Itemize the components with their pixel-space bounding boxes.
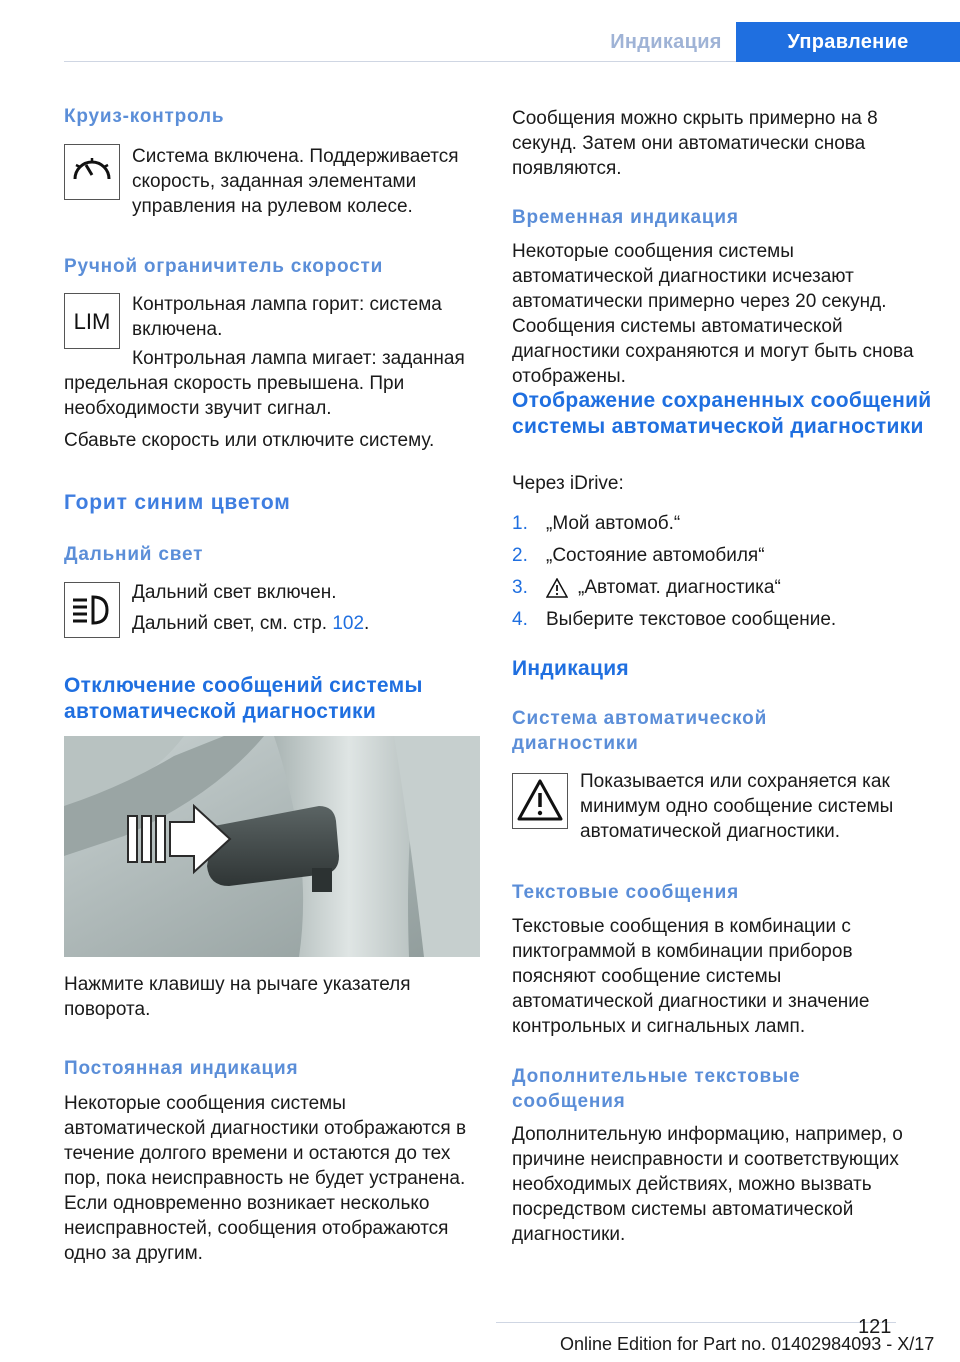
edition-note: Online Edition for Part no. 01402984093 - X/17: [560, 1334, 935, 1354]
extra-title: Дополнительные текстовые сообщения: [512, 1066, 801, 1112]
step-3-num: 3.: [512, 577, 528, 598]
step-2-num: 2.: [512, 545, 528, 566]
footer-rule: [496, 1322, 896, 1323]
speedometer-icon: [64, 144, 120, 200]
auto-diag-title: Система автоматической диагностики: [512, 708, 768, 754]
tab-controls[interactable]: Управление: [736, 22, 960, 62]
step-1-text[interactable]: „Мой автомоб.“: [546, 513, 681, 534]
textmsg-title: Текстовые сообщения: [512, 882, 740, 903]
page-number: 121: [858, 1316, 892, 1338]
step-3-text[interactable]: „Автомат. диагностика“: [578, 577, 781, 598]
highbeam-title: Дальний свет: [64, 544, 204, 565]
page-link-102[interactable]: 102: [332, 613, 365, 634]
lim-icon-text: LIM: [73, 309, 111, 334]
limiter-title: Ручной ограничитель скорости: [64, 256, 384, 277]
permanent-text: Некоторые сообщения системы автоматической диагностики отображаются в течение долгого времени и остаются до тех пор, пока неисправность не будет устранена. Если одновременно возникает несколько неисправностей, сообщения отображаются одно за другим.: [64, 1093, 467, 1264]
saved-title: Отображение сохраненных сообщений системы автоматической диагностики: [512, 389, 932, 438]
highbeam-p1: Дальний свет включен.: [132, 582, 337, 603]
saved-via: Через iDrive:: [512, 473, 624, 494]
hide-intro: Сообщения можно скрыть примерно на 8 секунд. Затем они автоматически снова появляются.: [512, 108, 878, 179]
cruise-title: Круиз-контроль: [64, 106, 225, 127]
indication-title: Индикация: [512, 657, 629, 680]
limiter-p2: Контрольная лампа мигает: заданная предельная скорость превышена. При необходимости звучит сигнал.: [64, 348, 465, 419]
step-1-num: 1.: [512, 513, 528, 534]
temporary-text: Некоторые сообщения системы автоматической диагностики исчезают автоматически примерно через 20 секунд. Сообщения системы автоматической диагностики сохраняются и могут быть снова отображены.: [512, 241, 914, 387]
high-beam-icon: [64, 582, 120, 638]
warning-small-icon: [546, 578, 568, 598]
step-4-num: 4.: [512, 609, 528, 630]
tab-indication[interactable]: Индикация: [610, 30, 722, 53]
highbeam-p2-text: Дальний свет, см. стр.: [132, 613, 328, 634]
permanent-title: Постоянная индикация: [64, 1058, 299, 1079]
warning-triangle-icon: [512, 773, 568, 829]
disable-title: Отключение сообщений системы автоматической диагностики: [64, 674, 423, 723]
cruise-text: Система включена. Поддерживается скорость, заданная элементами управления на рулевом колесе.: [132, 146, 459, 217]
extra-text: Дополнительную информацию, например, о причине неисправности и соответствующих необходимых действиях, можно вызвать посредством системы автоматической диагностики.: [512, 1124, 903, 1245]
step-4-text: Выберите текстовое сообщение.: [546, 609, 837, 630]
highbeam-p2-suffix: .: [364, 613, 370, 634]
limiter-p1: Контрольная лампа горит: система включена.: [132, 294, 442, 340]
limiter-lim-icon: [64, 293, 120, 349]
temporary-title: Временная индикация: [512, 207, 739, 228]
disable-caption: Нажмите клавишу на рычаге указателя поворота.: [64, 974, 411, 1020]
limiter-p3: Сбавьте скорость или отключите систему.: [64, 430, 435, 451]
turn-signal-lever-illustration: [64, 736, 480, 957]
highbeam-p2: [132, 611, 369, 636]
step-2-text[interactable]: „Состояние автомобиля“: [546, 545, 765, 566]
blue-title: Горит синим цветом: [64, 491, 291, 514]
textmsg-text: Текстовые сообщения в комбинации с пиктограммой в комбинации приборов поясняют сообщение системы автоматической диагностики и значение контрольных и сигнальных ламп.: [512, 916, 870, 1037]
auto-diag-text: Показывается или сохраняется как минимум одно сообщение системы автоматической диагностики.: [580, 771, 894, 842]
